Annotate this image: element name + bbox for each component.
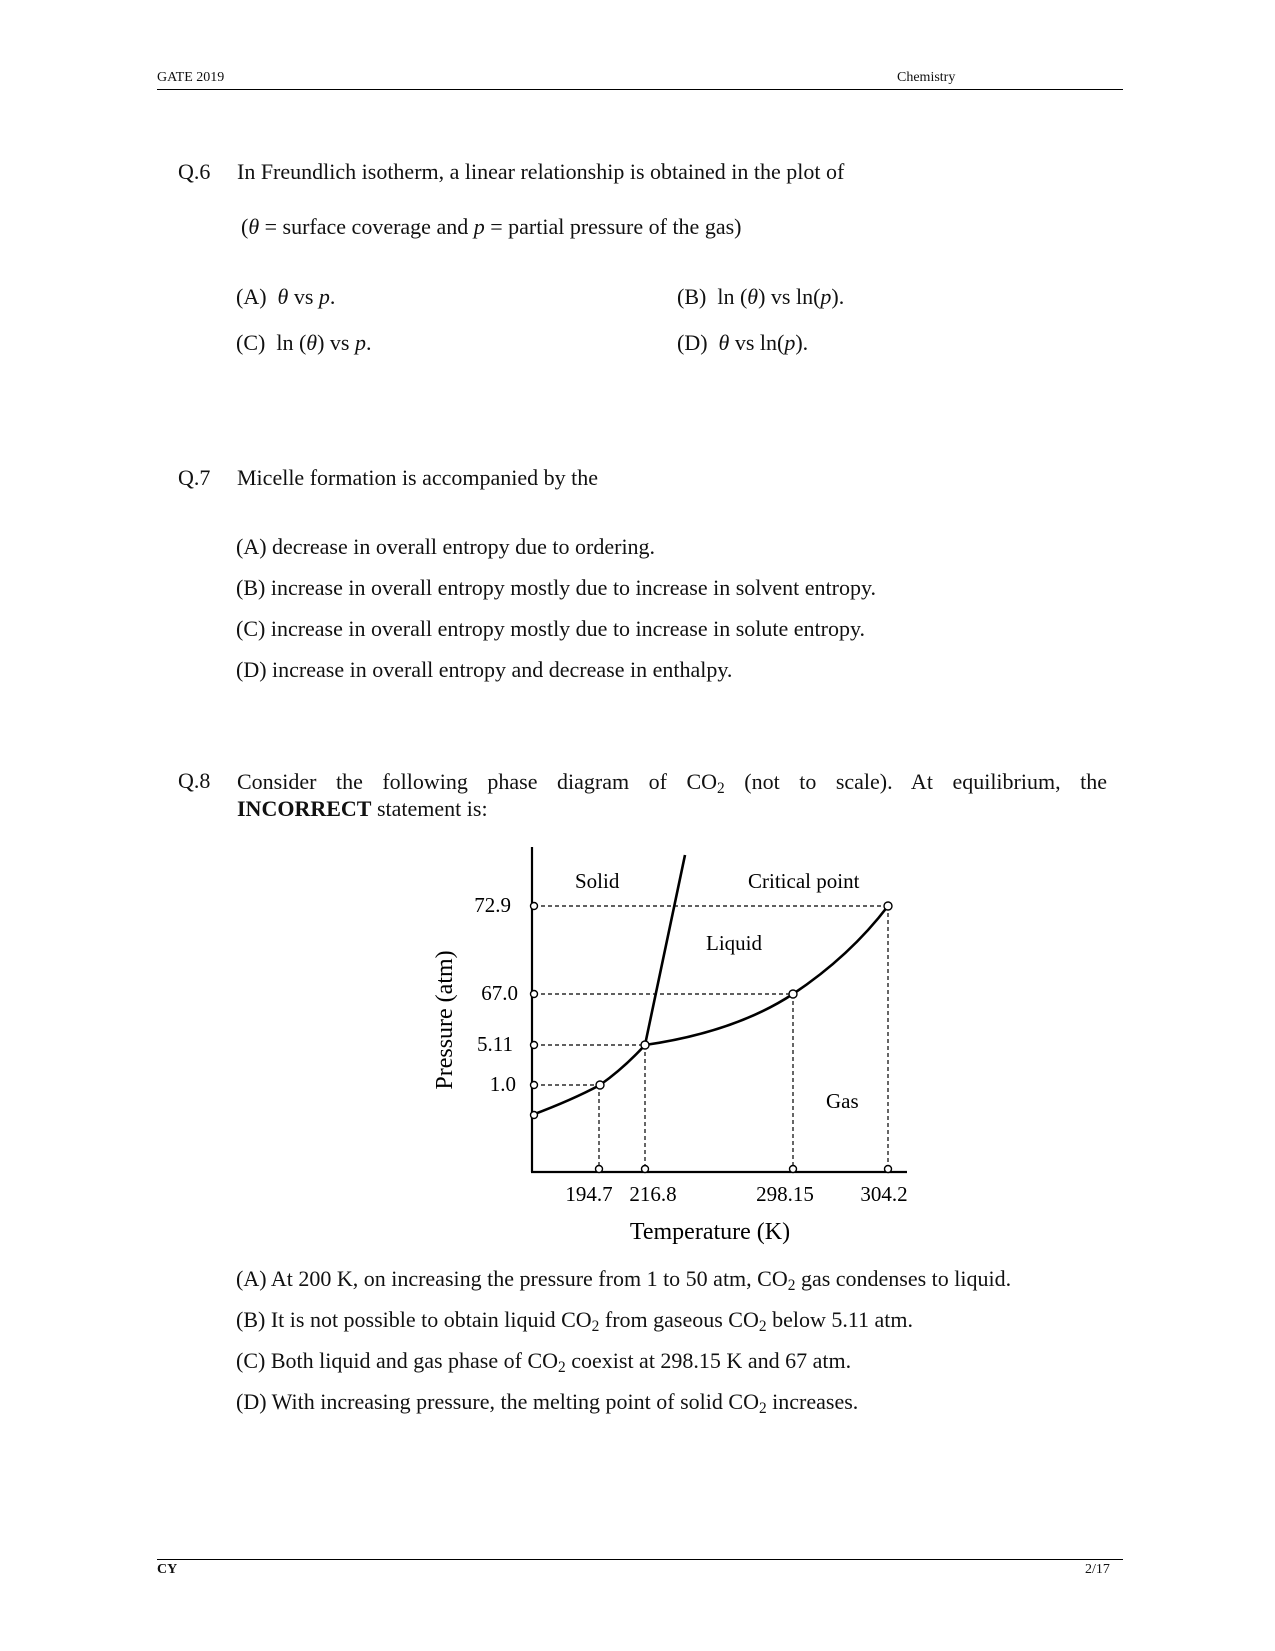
q8-option-a [236,1266,1011,1292]
q8-option-c [236,1348,851,1374]
q6-option-b-end: ). [831,284,845,309]
critical-point-marker [884,902,892,910]
y-tick-label-72-9: 72.9 [474,893,511,917]
q6-note-end: = partial pressure of the gas) [484,214,742,239]
vaporization-curve [645,906,888,1045]
q6-option-c-label: (C) [236,330,266,355]
q8-line2-rest: statement is: [371,796,488,821]
q8-option-c-sub: 2 [558,1358,566,1376]
q7-option-a: (A) decrease in overall entropy due to ordering. [236,534,656,559]
q8-option-a-part2: gas condenses to liquid. [795,1266,1012,1291]
q8-option-b-part3: below 5.11 atm. [766,1307,913,1332]
q8-option-d-part2: increases. [766,1389,859,1414]
q6-option-c-p: p [354,330,366,355]
x-tick-298-15-marker [790,1166,797,1173]
q8-subscript: 2 [717,779,725,797]
q8-incorrect-bold: INCORRECT [237,796,372,821]
critical-point-label: Critical point [748,869,860,893]
q7-option-b: (B) increase in overall entropy mostly due to increase in solvent entropy. [236,575,877,600]
q6-option-d-label: (D) [677,330,708,355]
y-tick-label-1-0: 1.0 [489,1072,516,1096]
q7-text: Micelle formation is accompanied by the [237,465,599,490]
x-tick-label-194-7: 194.7 [565,1182,613,1206]
q6-option-d-vs: vs ln( [729,330,785,355]
q6-note-mid: = surface coverage and [259,214,474,239]
q6-option-b-p: p [820,284,832,309]
y-tick-label-67-0: 67.0 [481,981,518,1005]
q8-option-d-part1: (D) With increasing pressure, the melting point of solid CO [236,1389,759,1414]
region-gas: Gas [826,1089,859,1113]
y-tick-label-5-11: 5.11 [477,1032,513,1056]
q6-option-b-label: (B) [677,284,707,309]
q6-note-theta: θ [248,214,260,239]
q6-option-b-theta: θ [747,284,759,309]
q6-option-c-vs: ) vs [317,330,355,355]
sublimation-curve [532,1045,645,1115]
q6-note: (θ = surface coverage and p = partial pressure of the gas) [241,214,742,239]
q6-option-c-theta: θ [306,330,318,355]
q6-note-p: p [473,214,485,239]
q6-number: Q.6 [178,159,211,184]
q6-option-c-end: . [365,330,372,355]
y-tick-67-0-marker [531,991,538,998]
x-axis-title: Temperature (K) [629,1219,791,1245]
y-tick-5-11-marker [531,1042,538,1049]
q8-option-c-part1: (C) Both liquid and gas phase of CO [236,1348,559,1373]
header-left: GATE 2019 [157,70,225,85]
q8-option-c-part2: coexist at 298.15 K and 67 atm. [565,1348,852,1373]
point-194-7-marker [596,1081,604,1089]
q6-option-b-ln: ln ( [717,284,748,309]
q6-option-a-vs: vs [288,284,319,309]
q8-line1-a: Consider the following phase diagram of CO [237,769,718,794]
y-tick-1-0-marker [531,1082,538,1089]
q8-option-a-part1: (A) At 200 K, on increasing the pressure from 1 to 50 atm, CO [236,1266,788,1291]
q8-option-b-sub2: 2 [758,1317,767,1335]
x-tick-label-298-15: 298.15 [756,1182,814,1206]
q8-option-b [236,1307,913,1333]
q7-option-c: (C) increase in overall entropy mostly due to increase in solute entropy. [236,616,866,641]
q8-option-a-sub: 2 [787,1276,796,1294]
y-tick-72-9-marker [531,903,538,910]
point-298-15-marker [789,990,797,998]
q6-option-a-p: p [318,284,330,309]
q6-option-d-end: ). [795,330,809,355]
q8-line1-b: (not to scale). At equilibrium, the [724,769,1107,794]
q6-option-a-label: (A) [236,284,267,309]
q8-option-d [236,1389,858,1415]
q6-option-d-p: p [784,330,796,355]
x-tick-label-216-8: 216.8 [629,1182,677,1206]
q6-option-a-end: . [329,284,336,309]
q7-option-d: (D) increase in overall entropy and decrease in enthalpy. [236,657,733,682]
q8-option-b-part1: (B) It is not possible to obtain liquid CO [236,1307,592,1332]
x-tick-label-304-2: 304.2 [860,1182,908,1206]
footer-rule [157,1559,1123,1560]
q6-option-b-vs: ) vs ln( [758,284,821,309]
x-tick-304-2-marker [885,1166,892,1173]
region-solid: Solid [575,869,620,893]
q6-option-c-ln: ln ( [276,330,307,355]
y-axis-title: Pressure (atm) [432,950,458,1090]
x-tick-216-8-marker [642,1166,649,1173]
melting-curve [645,855,685,1045]
region-liquid: Liquid [706,931,762,955]
q8-number: Q.8 [178,768,211,793]
triple-point-marker [641,1041,649,1049]
header-right: Chemistry [897,70,956,85]
q6-text: In Freundlich isotherm, a linear relationship is obtained in the plot of [237,159,845,184]
footer-right: 2/17 [1085,1562,1110,1577]
q8-option-b-part2: from gaseous CO [599,1307,759,1332]
footer-left: CY [157,1562,178,1577]
x-tick-194-7-marker [596,1166,603,1173]
q6-option-d-theta: θ [718,330,730,355]
q7-number: Q.7 [178,465,211,490]
q8-option-d-sub: 2 [758,1399,767,1417]
q8-option-b-sub1: 2 [591,1317,600,1335]
q6-option-a-theta: θ [277,284,289,309]
y-tick-origin-marker [531,1112,538,1119]
